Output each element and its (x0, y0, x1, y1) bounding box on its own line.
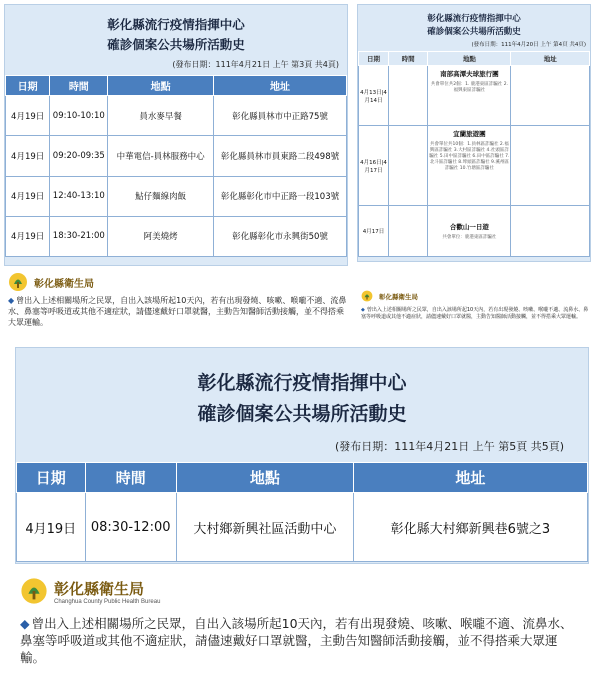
row-place: 中華電信-員林服務中心 (108, 136, 214, 176)
row-address (511, 126, 590, 206)
notice-text (8, 296, 348, 328)
activity-table (5, 75, 347, 257)
row-time (389, 206, 428, 257)
col-time: 時間 (85, 463, 176, 493)
row-date: 4月19日 (6, 176, 50, 216)
row-address: 彰化縣彰化市永興街50號 (214, 216, 347, 256)
row-place-detail: 共會單位共10個：1.員林區詐騙社 2.福興區詐騙社 3.大村區詐騙社 4.社頭區詐騙社 5.田中區詐騙社 6.田中區詐騙社 7.北斗區詐騙社 8.埤頭區詐騙社 9.溪州區詐騙社 10.竹塘區詐騙社 (429, 142, 510, 171)
table-row (359, 206, 590, 257)
table-header-row (6, 76, 347, 96)
bureau-logo-icon (8, 272, 28, 292)
row-date: 4月19日 (17, 493, 86, 562)
col-date: 日期 (359, 52, 389, 66)
activity-table (358, 51, 590, 257)
page-subtitle: 確診個案公共場所活動史 (107, 37, 245, 52)
row-date: 4月19日 (6, 136, 50, 176)
row-date: 4月19日 (6, 96, 50, 136)
row-place: 阿美燒烤 (108, 216, 214, 256)
row-place: 大村鄉新興社區活動中心 (176, 493, 353, 562)
col-date: 日期 (6, 76, 50, 96)
bureau-logo-block (20, 577, 160, 605)
notice-text (361, 307, 591, 321)
row-date: 4月19日 (6, 216, 50, 256)
row-place-detail: 共會單位：鹿港東區詐騙社 (442, 235, 497, 240)
table-row (6, 96, 347, 136)
row-address (511, 66, 590, 126)
activity-table (16, 462, 588, 562)
page-title: 彰化縣流行疫情指揮中心 (427, 14, 521, 24)
row-place (428, 206, 511, 257)
notice-body: 曾出入上述相關場所之民眾，自出入該場所起10天內，若有出現發燒、咳嗽、喉嚨不適、流鼻水、鼻塞等呼吸道或其他不適症狀，請儘速戴好口罩就醫，主動告知醫師活動接觸，並不得搭乘大眾運輸。 (361, 307, 589, 320)
row-date: 4月17日 (359, 206, 389, 257)
row-time: 08:30-12:00 (85, 493, 176, 562)
row-place: 員水麥早餐 (108, 96, 214, 136)
page-subtitle: 確診個案公共場所活動史 (197, 403, 407, 425)
bureau-logo-block (8, 272, 94, 292)
col-place: 地點 (108, 76, 214, 96)
row-time (389, 126, 428, 206)
table-row (6, 176, 347, 216)
bureau-text (54, 578, 160, 605)
row-place-name: 宜蘭旅遊團 (453, 130, 486, 138)
row-address: 彰化縣員林市員東路二段498號 (214, 136, 347, 176)
page-subtitle: 確診個案公共場所活動史 (427, 27, 521, 37)
row-place: 鮎仔麵線肉飯 (108, 176, 214, 216)
schedule-page-4 (357, 4, 591, 262)
diamond-bullet-icon: ◆ (361, 307, 365, 313)
publish-date: (發布日期：111年4月20日 上午 第4頁 共4頁) (471, 42, 586, 48)
notice-body: 曾出入上述相關場所之民眾，自出入該場所起10天內，若有出現發燒、咳嗽、喉嚨不適、流鼻水、鼻塞等呼吸道或其他不適症狀，請儘速戴好口罩就醫，主動告知醫師活動接觸，並不得搭乘大眾運輸。 (8, 296, 347, 327)
row-place-detail: 共會單位共2個：1. 鹿港東區詐騙社 2. 福興東區詐騙社 (430, 82, 509, 93)
publish-date: (發布日期：111年4月21日 上午 第5頁 共5頁) (334, 440, 564, 453)
row-date: 4月13日|4月14日 (359, 66, 389, 126)
page-title: 彰化縣流行疫情指揮中心 (107, 17, 245, 32)
col-date: 日期 (17, 463, 86, 493)
row-address (511, 206, 590, 257)
col-place: 地點 (428, 52, 511, 66)
bureau-logo-icon (361, 290, 373, 302)
bureau-logo-block (361, 290, 418, 302)
notice-text (20, 616, 580, 667)
table-header-row (17, 463, 588, 493)
col-address: 地址 (511, 52, 590, 66)
bureau-name: 彰化縣衛生局 (379, 292, 418, 301)
row-place (428, 66, 511, 126)
col-time: 時間 (389, 52, 428, 66)
bureau-logo-icon (20, 577, 48, 605)
row-time: 18:30-21:00 (50, 216, 108, 256)
row-place-name: 合歡山一日遊 (449, 223, 489, 231)
row-time: 12:40-13:10 (50, 176, 108, 216)
bureau-name: 彰化縣衛生局 (34, 278, 94, 290)
row-place (428, 126, 511, 206)
table-row (6, 136, 347, 176)
publish-date: (發布日期：111年4月21日 上午 第3頁 共4頁) (172, 60, 339, 69)
row-time (389, 66, 428, 126)
col-time: 時間 (50, 76, 108, 96)
table-row (17, 493, 588, 562)
diamond-bullet-icon: ◆ (8, 296, 15, 305)
row-time: 09:20-09:35 (50, 136, 108, 176)
col-address: 地址 (353, 463, 587, 493)
table-row (359, 126, 590, 206)
row-place-name: 南部高潭夫球旅行團 (440, 70, 499, 78)
row-address: 彰化縣大村鄉新興巷6號之3 (353, 493, 587, 562)
bureau-name: 彰化縣衛生局 (54, 579, 145, 598)
notice-body: 曾出入上述相關場所之民眾，自出入該場所起10天內，若有出現發燒、咳嗽、喉嚨不適、流鼻水、鼻塞等呼吸道或其他不適症狀，請儘速戴好口罩就醫，主動告知醫師活動接觸，並不得搭乘大眾運輸。 (20, 616, 573, 665)
table-row (6, 216, 347, 256)
row-address: 彰化縣彰化市中正路一段103號 (214, 176, 347, 216)
col-address: 地址 (214, 76, 347, 96)
row-time: 09:10-10:10 (50, 96, 108, 136)
col-place: 地點 (176, 463, 353, 493)
page-title: 彰化縣流行疫情指揮中心 (197, 372, 407, 394)
schedule-page-5 (15, 347, 589, 564)
schedule-page-3 (4, 4, 348, 266)
diamond-bullet-icon: ◆ (20, 616, 30, 631)
table-row (359, 66, 590, 126)
row-date: 4月16日|4月17日 (359, 126, 389, 206)
bureau-name-en: Changhua County Public Health Bureau (54, 598, 161, 605)
row-address: 彰化縣員林市中正路75號 (214, 96, 347, 136)
table-header-row (359, 52, 590, 66)
